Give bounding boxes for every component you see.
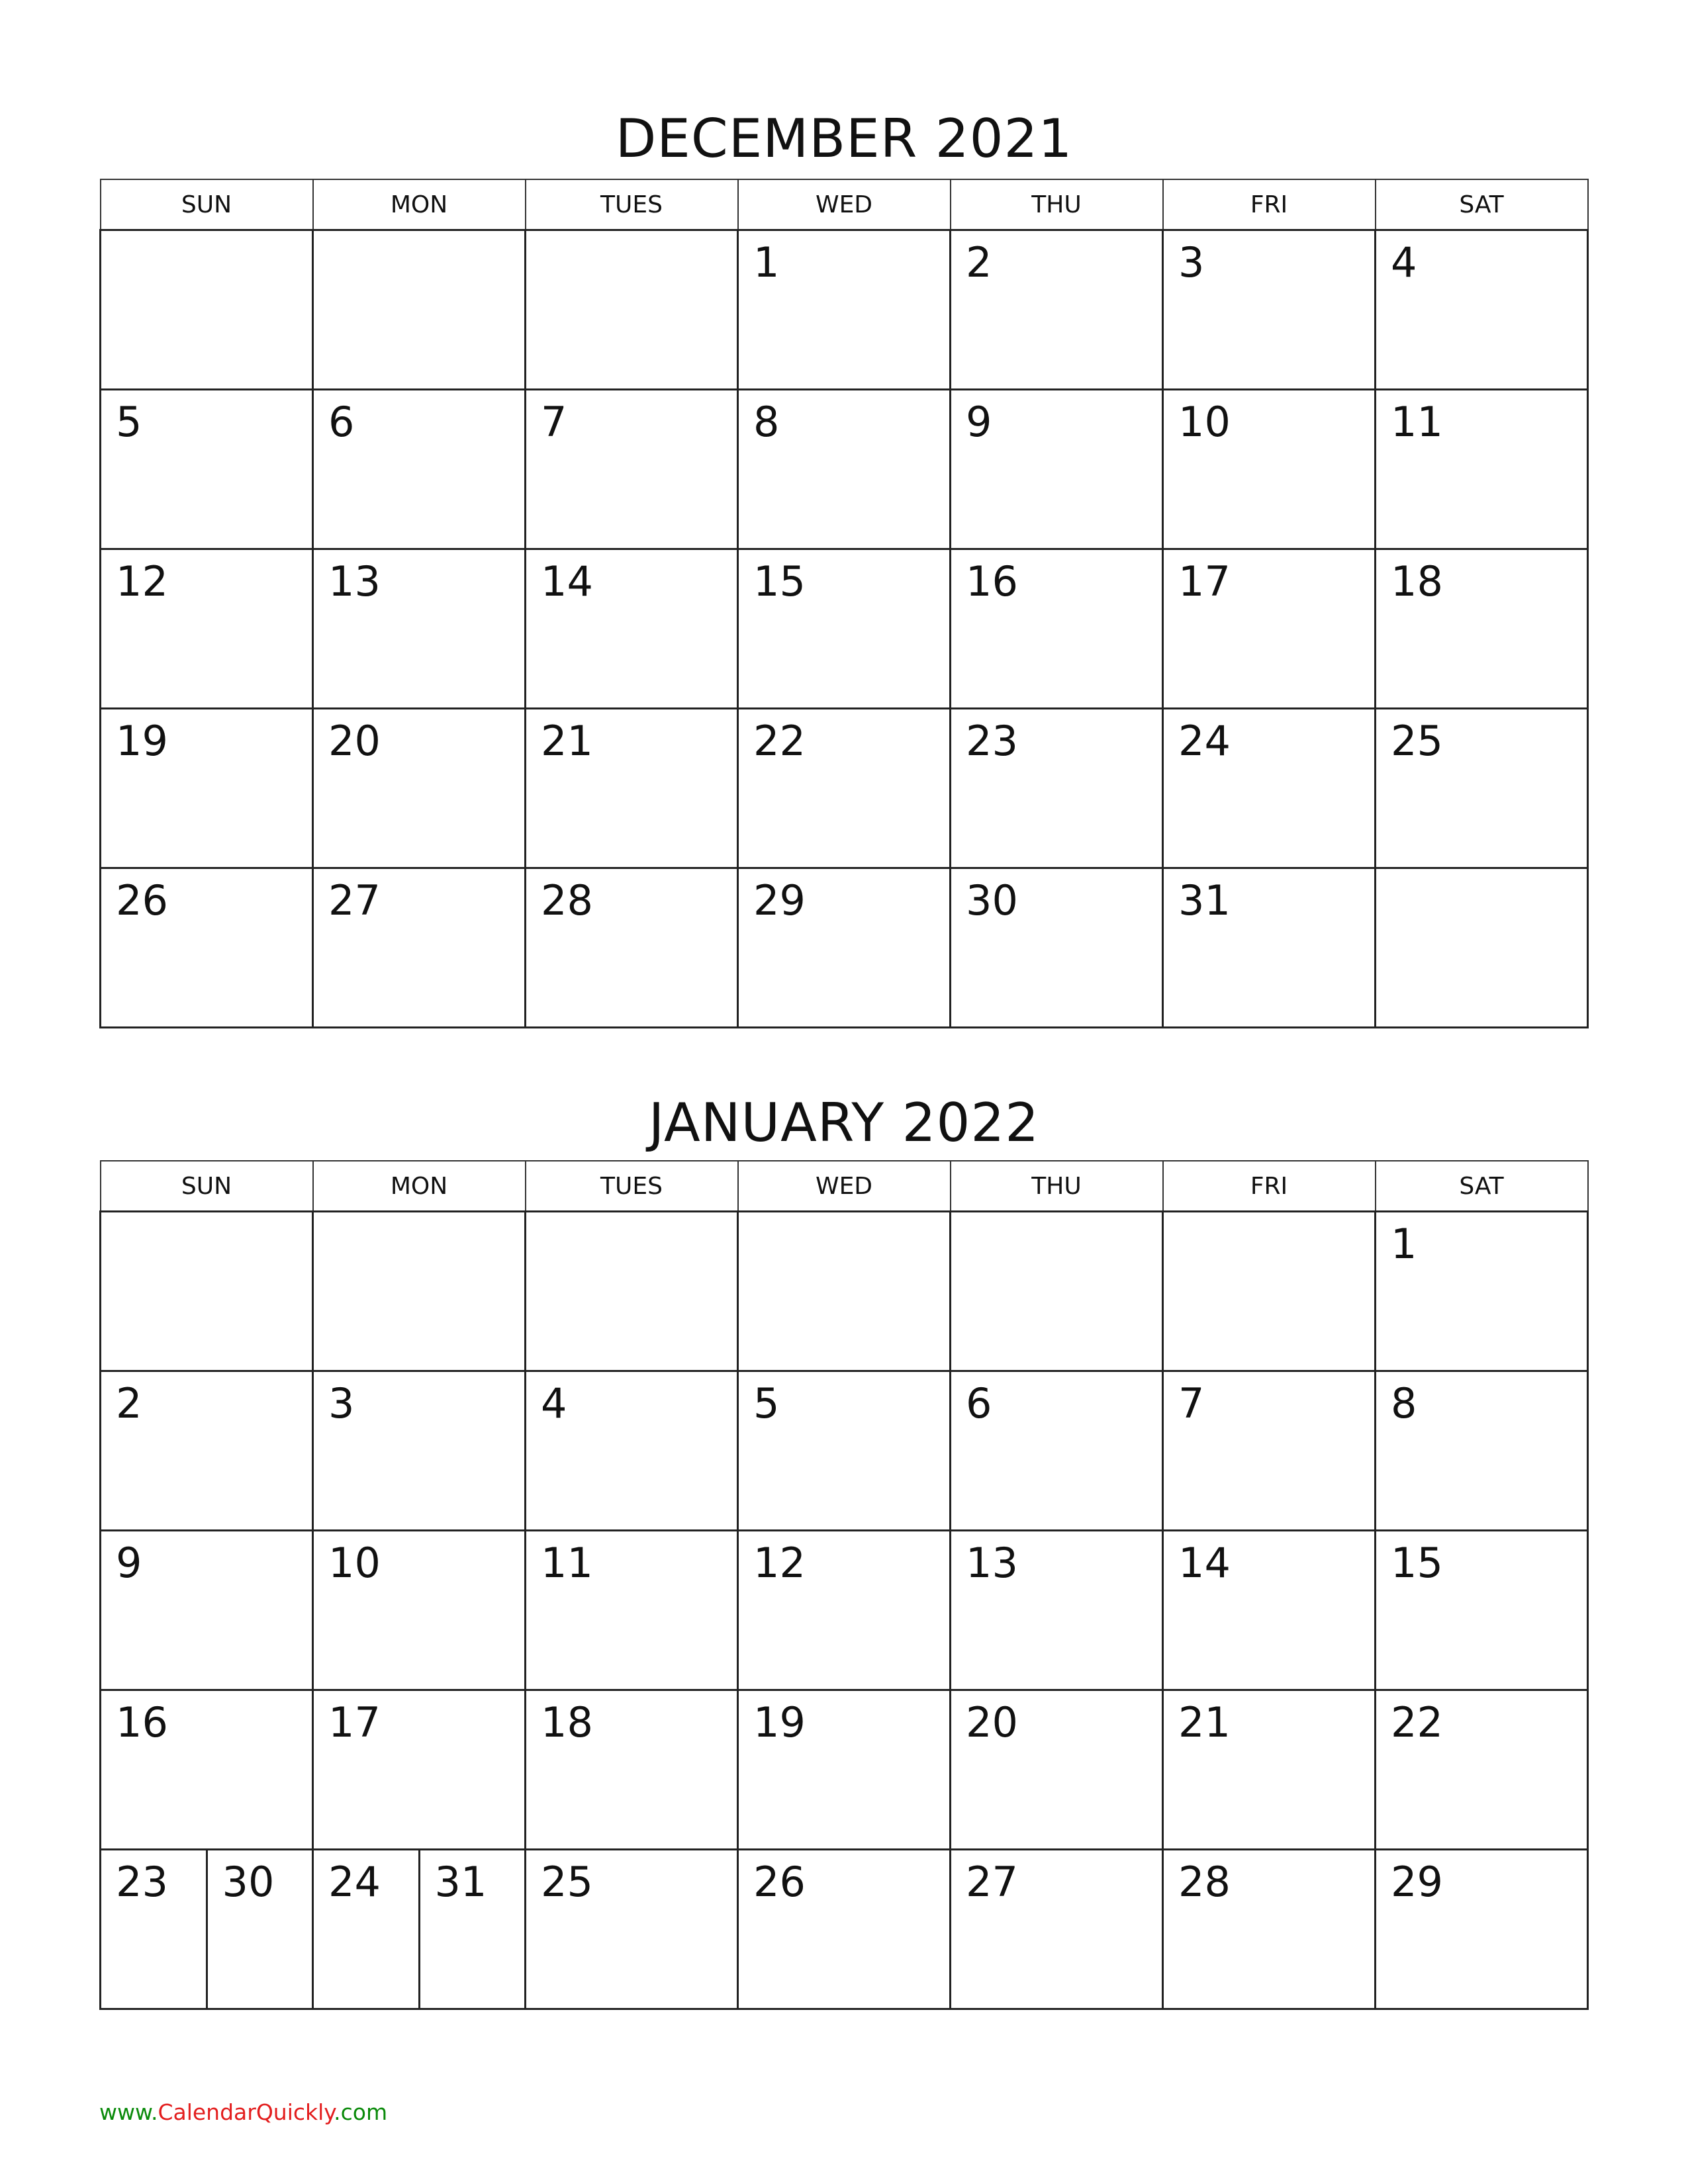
split-half <box>314 1850 418 2008</box>
day-cell <box>1376 230 1588 390</box>
day-cell <box>1376 868 1588 1028</box>
day-cell <box>526 1690 738 1850</box>
day-number: 5 <box>753 1379 780 1428</box>
day-cell <box>101 549 313 709</box>
footer-url-brand: CalendarQuickly <box>158 2099 334 2125</box>
day-number: 21 <box>1178 1698 1231 1747</box>
day-cell <box>951 1690 1163 1850</box>
day-number: 4 <box>541 1379 567 1428</box>
week-row <box>101 709 1588 868</box>
day-cell <box>101 1212 313 1371</box>
day-number: 12 <box>753 1539 806 1587</box>
weekday-header: SUN <box>101 1161 313 1212</box>
day-number: 5 <box>116 398 142 446</box>
weekday-header: TUES <box>526 1161 738 1212</box>
day-number: 22 <box>1391 1698 1443 1747</box>
day-cell <box>1163 390 1376 549</box>
day-cell <box>951 390 1163 549</box>
split-half <box>206 1850 312 2008</box>
day-number: 13 <box>328 557 381 606</box>
day-cell <box>738 549 951 709</box>
day-cell <box>738 868 951 1028</box>
day-number: 11 <box>1391 398 1443 446</box>
day-number: 10 <box>1178 398 1231 446</box>
day-number: 8 <box>753 398 780 446</box>
day-number: 11 <box>541 1539 593 1587</box>
day-cell <box>1163 1850 1376 2009</box>
day-cell <box>738 1212 951 1371</box>
day-number: 20 <box>328 717 381 765</box>
day-cell <box>951 1850 1163 2009</box>
day-number <box>526 231 737 240</box>
day-cell <box>526 1850 738 2009</box>
day-cell <box>526 1212 738 1371</box>
day-cell <box>526 709 738 868</box>
day-cell <box>738 1371 951 1531</box>
day-number: 26 <box>753 1858 806 1906</box>
day-cell <box>526 1371 738 1531</box>
day-number: 30 <box>966 876 1018 925</box>
day-number: 26 <box>116 876 168 925</box>
day-number: 18 <box>541 1698 593 1747</box>
day-number: 6 <box>328 398 355 446</box>
day-cell <box>101 390 313 549</box>
day-cell <box>526 1531 738 1690</box>
day-number: 13 <box>966 1539 1018 1587</box>
day-cell <box>1163 709 1376 868</box>
day-cell <box>1163 1531 1376 1690</box>
day-number: 20 <box>966 1698 1018 1747</box>
day-cell <box>313 868 526 1028</box>
footer-url-suffix: .com <box>334 2099 388 2125</box>
day-number: 21 <box>541 717 593 765</box>
day-number: 6 <box>966 1379 992 1428</box>
day-number: 8 <box>1391 1379 1417 1428</box>
day-number: 12 <box>116 557 168 606</box>
day-number: 16 <box>116 1698 168 1747</box>
day-cell <box>526 230 738 390</box>
day-number <box>314 1212 524 1222</box>
weekday-header-row <box>101 179 1588 230</box>
day-number: 1 <box>753 238 780 287</box>
week-row <box>101 1212 1588 1371</box>
calendar-grid-january <box>99 1160 1589 2010</box>
day-number: 29 <box>753 876 806 925</box>
day-number <box>739 1212 949 1222</box>
day-number: 18 <box>1391 557 1443 606</box>
day-cell <box>101 230 313 390</box>
day-cell <box>313 549 526 709</box>
day-cell-split <box>313 1850 526 2009</box>
week-row <box>101 390 1588 549</box>
day-cell <box>101 709 313 868</box>
footer-url[interactable] <box>99 2099 387 2125</box>
split-half <box>418 1850 525 2008</box>
day-number: 3 <box>1178 238 1205 287</box>
day-number-overflow: 30 <box>222 1858 275 1906</box>
week-row <box>101 549 1588 709</box>
weekday-header: WED <box>738 179 951 230</box>
day-number <box>1376 869 1587 878</box>
weekday-header: WED <box>738 1161 951 1212</box>
day-number: 27 <box>966 1858 1018 1906</box>
day-cell <box>526 390 738 549</box>
weekday-header-row <box>101 1161 1588 1212</box>
week-row <box>101 1371 1588 1531</box>
day-cell <box>526 549 738 709</box>
day-cell <box>1376 1690 1588 1850</box>
day-number <box>101 231 312 240</box>
day-cell <box>1163 1212 1376 1371</box>
day-number: 27 <box>328 876 381 925</box>
day-number: 15 <box>753 557 806 606</box>
day-cell <box>1163 1371 1376 1531</box>
day-cell <box>1376 549 1588 709</box>
day-number: 9 <box>116 1539 142 1587</box>
day-number: 2 <box>116 1379 142 1428</box>
day-cell <box>951 1371 1163 1531</box>
day-cell <box>738 1690 951 1850</box>
day-number <box>526 1212 737 1222</box>
day-cell <box>1376 709 1588 868</box>
day-number: 19 <box>116 717 168 765</box>
day-cell <box>313 1531 526 1690</box>
day-number-overflow: 31 <box>434 1858 487 1906</box>
day-number: 29 <box>1391 1858 1443 1906</box>
day-cell <box>101 868 313 1028</box>
day-number: 31 <box>1178 876 1231 925</box>
weekday-header: SAT <box>1376 1161 1588 1212</box>
day-number: 25 <box>1391 717 1443 765</box>
day-cell <box>526 868 738 1028</box>
day-cell <box>1376 1371 1588 1531</box>
day-cell <box>313 1371 526 1531</box>
week-row <box>101 1531 1588 1690</box>
day-number: 4 <box>1391 238 1417 287</box>
day-cell <box>951 1212 1163 1371</box>
weekday-header: FRI <box>1163 179 1376 230</box>
day-cell <box>1163 1690 1376 1850</box>
day-number: 25 <box>541 1858 593 1906</box>
split-cell <box>314 1850 524 2008</box>
day-cell <box>951 868 1163 1028</box>
month-title-december: DECEMBER 2021 <box>615 108 1073 169</box>
weekday-header: FRI <box>1163 1161 1376 1212</box>
day-cell <box>951 709 1163 868</box>
split-cell <box>101 1850 312 2008</box>
day-cell <box>951 230 1163 390</box>
weekday-header: SUN <box>101 179 313 230</box>
week-row <box>101 1850 1588 2009</box>
day-number: 17 <box>1178 557 1231 606</box>
day-cell <box>313 390 526 549</box>
weekday-header: MON <box>313 1161 526 1212</box>
day-cell <box>313 1690 526 1850</box>
day-number <box>314 231 524 240</box>
day-cell <box>1163 868 1376 1028</box>
day-number: 28 <box>541 876 593 925</box>
calendar-grid-december <box>99 179 1589 1028</box>
day-number: 28 <box>1178 1858 1231 1906</box>
weekday-header: TUES <box>526 179 738 230</box>
day-number <box>101 1212 312 1222</box>
month-title-january: JANUARY 2022 <box>648 1092 1040 1154</box>
day-number: 17 <box>328 1698 381 1747</box>
day-number <box>1164 1212 1374 1222</box>
day-cell <box>101 1690 313 1850</box>
day-cell-split <box>101 1850 313 2009</box>
day-number: 24 <box>328 1858 381 1906</box>
day-number: 22 <box>753 717 806 765</box>
day-number: 10 <box>328 1539 381 1587</box>
day-cell <box>101 1371 313 1531</box>
day-number: 15 <box>1391 1539 1443 1587</box>
day-cell <box>738 390 951 549</box>
day-number: 7 <box>541 398 567 446</box>
day-cell <box>1376 1212 1588 1371</box>
day-cell <box>738 709 951 868</box>
weekday-header: SAT <box>1376 179 1588 230</box>
day-cell <box>951 1531 1163 1690</box>
day-cell <box>1163 549 1376 709</box>
day-cell <box>313 230 526 390</box>
day-number: 9 <box>966 398 992 446</box>
day-cell <box>1376 390 1588 549</box>
weekday-header: MON <box>313 179 526 230</box>
day-number: 3 <box>328 1379 355 1428</box>
day-number: 24 <box>1178 717 1231 765</box>
day-number: 14 <box>1178 1539 1231 1587</box>
day-cell <box>738 230 951 390</box>
day-number: 19 <box>753 1698 806 1747</box>
weekday-header: THU <box>951 1161 1163 1212</box>
day-cell <box>101 1531 313 1690</box>
week-row <box>101 230 1588 390</box>
day-cell <box>1376 1850 1588 2009</box>
day-cell <box>738 1531 951 1690</box>
day-number: 16 <box>966 557 1018 606</box>
week-row <box>101 868 1588 1028</box>
day-cell <box>951 549 1163 709</box>
day-number: 14 <box>541 557 593 606</box>
split-half <box>101 1850 206 2008</box>
day-number <box>951 1212 1162 1222</box>
day-number: 23 <box>116 1858 168 1906</box>
day-cell <box>1376 1531 1588 1690</box>
day-cell <box>738 1850 951 2009</box>
week-row <box>101 1690 1588 1850</box>
footer-url-prefix: www. <box>99 2099 158 2125</box>
day-number: 2 <box>966 238 992 287</box>
weekday-header: THU <box>951 179 1163 230</box>
day-number: 1 <box>1391 1220 1417 1268</box>
day-number: 23 <box>966 717 1018 765</box>
day-cell <box>1163 230 1376 390</box>
day-number: 7 <box>1178 1379 1205 1428</box>
day-cell <box>313 1212 526 1371</box>
day-cell <box>313 709 526 868</box>
